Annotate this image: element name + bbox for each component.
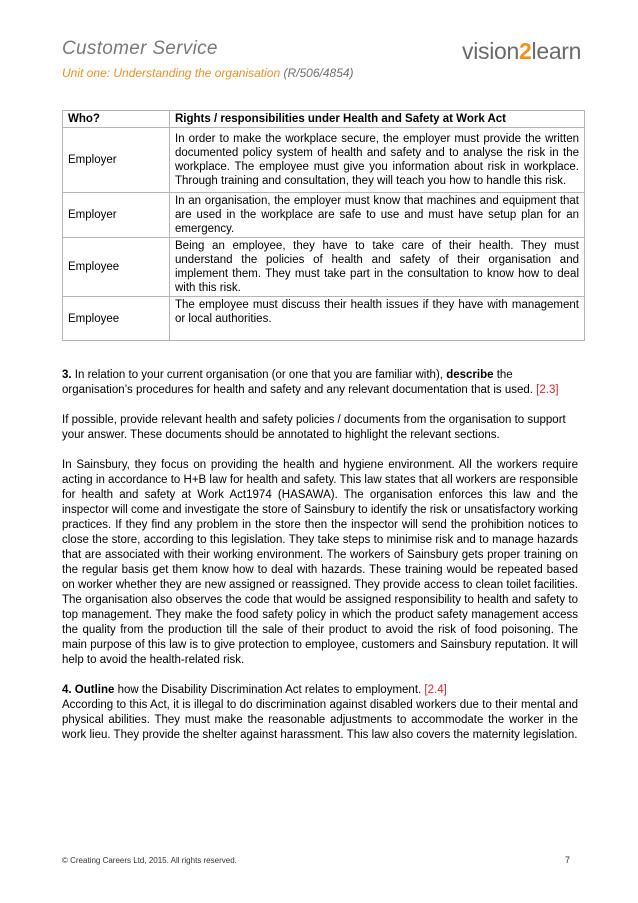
document-title: Customer Service (62, 38, 218, 59)
table-row (63, 193, 585, 238)
table-cell-who: Employer (63, 193, 170, 238)
table-cell-text: Being an employee, they have to take care of their health. They must understand the policies of health and safety of their organisation and implement them. They must take part in the consultation to know how to deal with this risk. (170, 238, 585, 297)
table-row (63, 238, 585, 297)
question-4-text: how the Disability Discrimination Act relates to employment. (117, 684, 422, 696)
page-number: 7 (565, 855, 571, 865)
question-4-keyword: Outline (74, 684, 115, 696)
table-cell-who: Employer (63, 128, 170, 193)
document-body (62, 368, 578, 758)
column-header-rights: Rights / responsibilities under Health and Safety at Work Act (170, 111, 585, 128)
question-4-ref: [2.4] (424, 684, 447, 696)
question-3 (62, 368, 578, 398)
question-3-instruction: If possible, provide relevant health and safety policies / documents from the organisation to support your answer. These documents should be annotated to highlight the relevant sections. (62, 414, 566, 441)
table-cell-text: The employee must discuss their health issues if they have with management or local authorities. (170, 297, 585, 341)
question-3-ref: [2.3] (536, 384, 559, 396)
table-cell-text: In order to make the workplace secure, the employer must provide the written documented policy system of health and safety and to analyse the risk in the workplace. The employee must give you information about risk in workplace. Through training and consultation, they will teach you how to handle this risk. (170, 128, 585, 193)
logo-suffix: learn (531, 38, 582, 64)
table-row (63, 297, 585, 341)
question-4-number: 4. (62, 684, 72, 696)
question-3-number: 3. (62, 369, 72, 381)
question-3-keyword: describe (446, 369, 494, 381)
question-3-intro: In relation to your current organisation (or one that you are familiar with), (74, 369, 443, 381)
question-3-answer: In Sainsbury, they focus on providing the health and hygiene environment. All the workers require acting in accordance to H+B law for health and safety. This law states that all workers are responsible for health and safety at Work Act1974 (HASAWA). The organisation enforces this law and the inspector will come and investigate the store of Sainsbury to identify the risk or unsatisfactory working practices. If they find any problem in the store then the inspector will send the prohibition notices to close the store, according to this legislation. They take steps to minimise risk and to manage hazards that are associated with their working environment. The workers of Sainsbury gets proper training on the regular basis get them know how to deal with hazards. These training would be repeated based on worker whether they are new assigned or reassigned. They provide access to clean toilet facilities. The organisation also observes the code that would be assigned responsibility to health and safety to top management. They make the food safety policy in which the product safety management access the quality from the production till the sale of their product to avoid the risk of food poisoning. The main purpose of this law is to give protection to employee, customers and Sainsbury reputation. It will help to avoid the health-related risk. (62, 459, 578, 666)
table-row (63, 128, 585, 193)
question-4-answer: According to this Act, it is illegal to do discrimination against disabled workers due to their mental and physical abilities. They must make the reasonable adjustments to accommodate the worker in the work lieu. They provide the shelter against harassment. This law also covers the maternity legislation. (62, 699, 578, 741)
copyright-footer: © Creating Careers Ltd, 2015. All rights reserved. (62, 856, 237, 865)
table-header-row (63, 111, 585, 128)
unit-subtitle (62, 66, 354, 80)
logo-two: 2 (519, 38, 532, 64)
unit-name: Unit one: Understanding the organisation (62, 66, 281, 80)
column-header-who: Who? (63, 111, 170, 128)
table-cell-who: Employee (63, 238, 170, 297)
table-cell-who: Employee (63, 297, 170, 341)
unit-code: (R/506/4854) (283, 66, 354, 80)
question-3-text: the organisation’s procedures for health and safety and any relevant documentation that is used. (62, 369, 533, 396)
vision2learn-logo (462, 38, 581, 65)
logo-prefix: vision (462, 38, 520, 64)
table-cell-text: In an organisation, the employer must know that machines and equipment that are used in the workplace are safe to use and must have setup plan for an emergency. (170, 193, 585, 238)
question-4 (62, 683, 578, 698)
rights-responsibilities-table (62, 110, 585, 341)
